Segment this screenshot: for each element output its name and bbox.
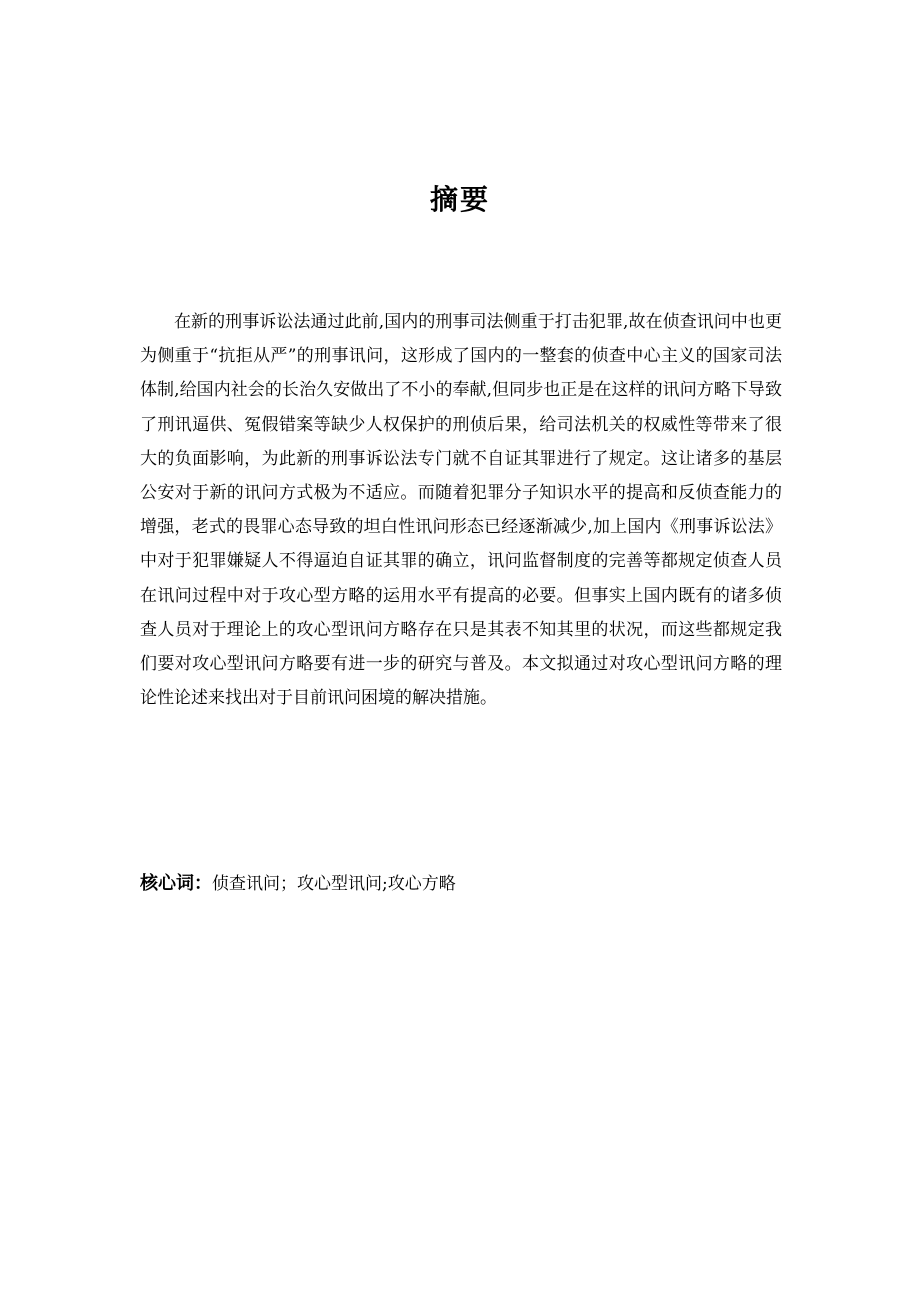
keywords-line — [140, 870, 782, 898]
keywords-label: 核心词： — [140, 873, 212, 894]
page-title: 摘要 — [429, 183, 490, 216]
abstract-paragraph: 在新的刑事诉讼法通过此前,国内的刑事司法侧重于打击犯罪,故在侦查讯问中也更为侧重于“抗拒从严”的刑事讯问，这形成了国内的一整套的侦查中心主义的国家司法体制,给国内社会的长治久安做出了不小的奉献,但同步也正是在这样的讯问方略下导致了刑讯逼供、冤假错案等缺少人权保护的刑侦后果，给司法机关的权威性等带来了很大的负面影响，为此新的刑事诉讼法专门就不自证其罪进行了规定。这让诸多的基层公安对于新的讯问方式极为不适应。而随着犯罪分子知识水平的提高和反侦查能力的增强，老式的畏罪心态导致的坦白性讯问形态已经逐渐减少,加上国内《刑事诉讼法》中对于犯罪嫌疑人不得逼迫自证其罪的确立，讯问监督制度的完善等都规定侦查人员在讯问过程中对于攻心型方略的运用水平有提高的必要。但事实上国内既有的诸多侦查人员对于理论上的攻心型讯问方略存在只是其表不知其里的状况，而这些都规定我们要对攻心型讯问方略要有进一步的研究与普及。本文拟通过对攻心型讯问方略的理论性论述来找出对于目前讯问困境的解决措施。 — [140, 312, 782, 709]
keywords-text: 侦查讯问；攻心型讯问;攻心方略 — [212, 874, 456, 894]
